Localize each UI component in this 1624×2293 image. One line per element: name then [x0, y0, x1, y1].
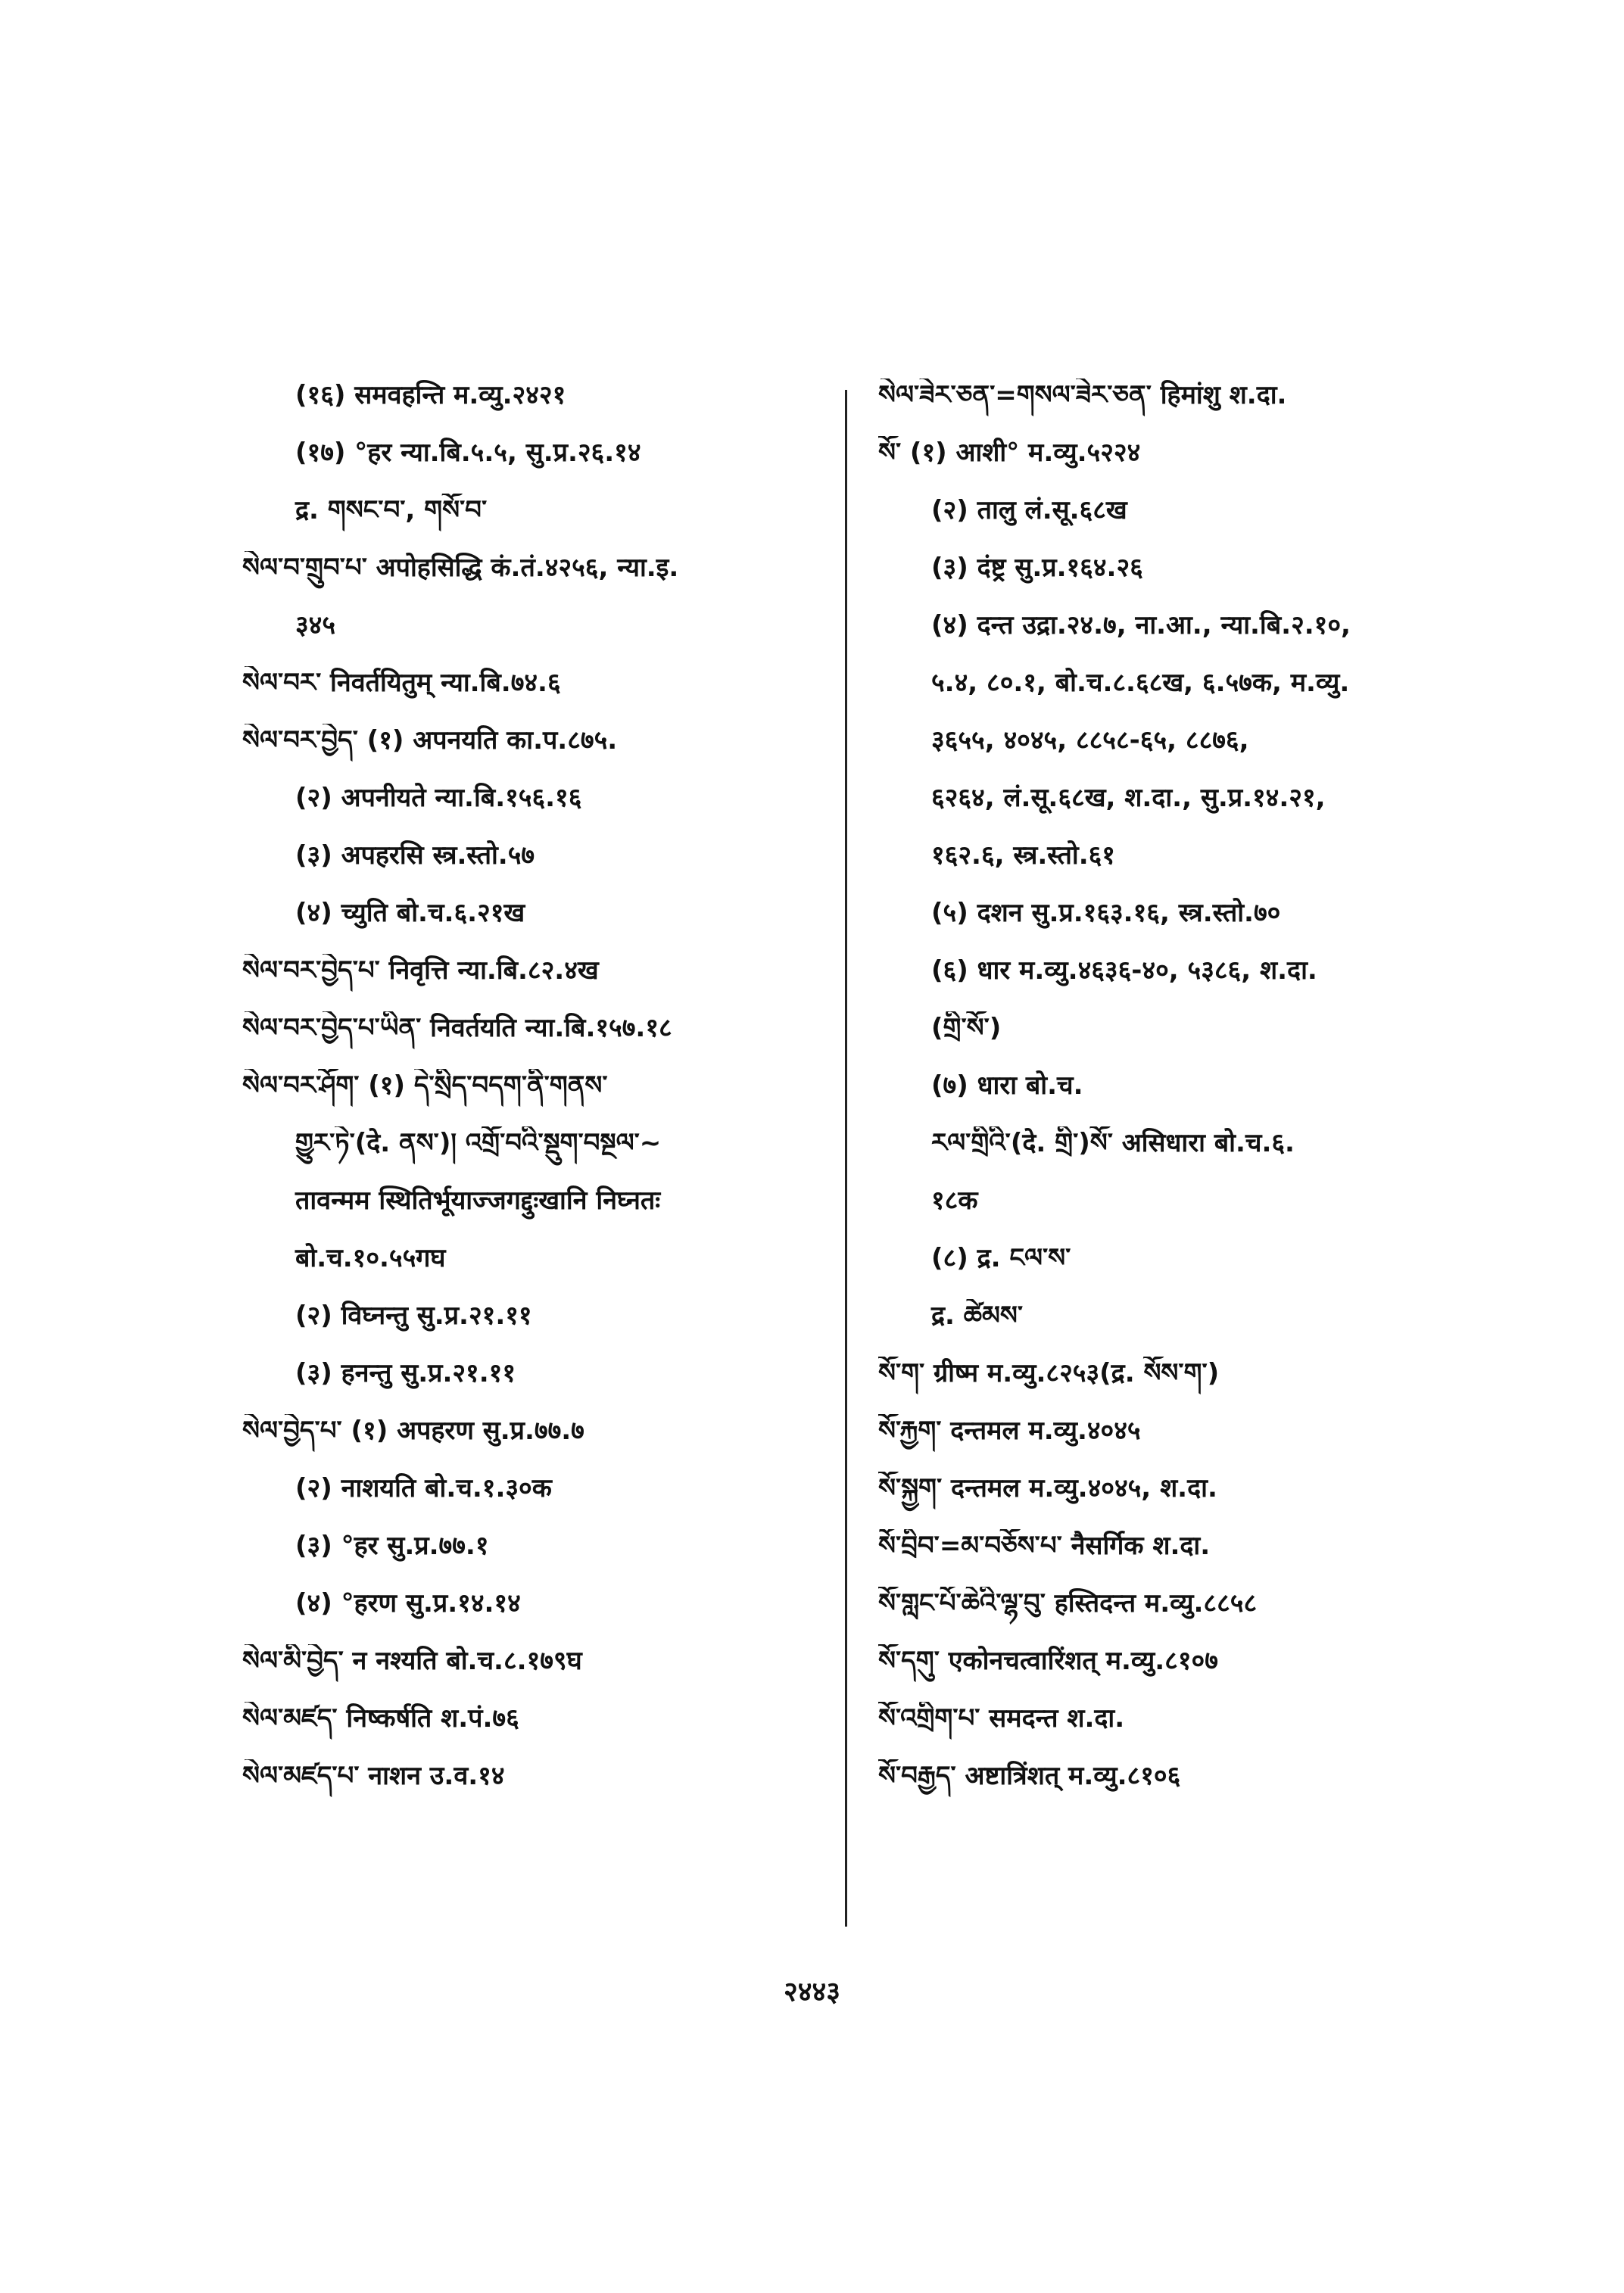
left-column — [242, 379, 833, 1817]
entry-headword-line: སོ་རྐྱག་ दन्तमल म.व्यु.४०४५ — [878, 1416, 1141, 1446]
right-column — [878, 379, 1469, 1817]
entry-headword-line: སོ་ (१) आशी° म.व्यु.५२२४ — [878, 438, 1141, 468]
entry-subline: (२) तालु लं.सू.६८ख — [931, 495, 1127, 525]
entry-headword-line: སེལ་བར་ཤོག་ (१) དེ་སྲིད་བདག་ནི་གནས་ — [242, 1070, 608, 1101]
entry-subline: तावन्मम स्थितिर्भूयाज्जगद्दुःखानि निघ्नतः — [295, 1185, 661, 1216]
entry-subline: (१६) समवहन्ति म.व्यु.२४२१ — [295, 380, 566, 410]
column-divider — [845, 390, 847, 1927]
entry-subline: द्र. ཚེམས་ — [931, 1301, 1023, 1331]
entry-subline: (७) धारा बो.च. — [931, 1070, 1083, 1101]
entry-subline: (४) °हरण सु.प्र.१४.१४ — [295, 1588, 521, 1618]
entry-subline: ५.४, ८०.१, बो.च.८.६८ख, ६.५७क, म.व्यु. — [931, 668, 1350, 698]
entry-headword-line: སོ་དགུ་ एकोनचत्वारिंशत् म.व्यु.८१०७ — [878, 1646, 1218, 1676]
entry-subline: (५) दशन सु.प्र.१६३.१६, स्त्र.स्तो.७० — [931, 898, 1281, 928]
entry-subline: (४) च्युति बो.च.६.२१ख — [295, 898, 525, 928]
entry-subline: ३६५५, ४०४५, ८८५८-६५, ८८७६, — [931, 725, 1249, 756]
entry-subline: ३४५ — [295, 610, 336, 640]
entry-subline: གྱུར་ཏེ་(दे. ནས་)། འགྲོ་བའི་སྡུག་བསྔལ་~ — [295, 1128, 662, 1158]
entry-headword-line: སོ་འགྲིག་པ་ समदन्त श.दा. — [878, 1703, 1125, 1734]
entry-subline: (३) हनन्तु सु.प्र.२१.११ — [295, 1358, 516, 1388]
entry-subline: (८) द्र. ངལ་ས་ — [931, 1243, 1071, 1273]
entry-headword-line: སེལ་བར་ निवर्तयितुम् न्या.बि.७४.६ — [242, 668, 561, 698]
entry-headword-line: སེལ་བར་བྱེད་པ་ཡིན་ निवर्तयति न्या.बि.१५७.१८ — [242, 1013, 672, 1043]
entry-subline: (३) अपहरसि स्त्र.स्तो.५७ — [295, 840, 535, 871]
entry-subline: (३) दंष्ट्र सु.प्र.१६४.२६ — [931, 553, 1143, 583]
entry-subline: (३) °हर सु.प्र.७७.१ — [295, 1531, 489, 1561]
entry-headword-line: སོ་བརྒྱད་ अष्टात्रिंशत् म.व्यु.८१०६ — [878, 1761, 1181, 1791]
entry-subline: (२) नाशयति बो.च.१.३०क — [295, 1473, 552, 1503]
entry-headword-line: སོ་ག་ ग्रीष्म म.व्यु.८२५३(द्र. སོས་ག་) — [878, 1358, 1220, 1388]
entry-subline: (२) अपनीयते न्या.बि.१५६.१६ — [295, 783, 582, 813]
entry-headword-line: སེལ་བར་བྱེད་ (१) अपनयति का.प.८७५. — [242, 725, 618, 756]
entry-headword-line: སེལ་བ་གྲུབ་པ་ अपोहसिद्धि कं.तं.४२५६, न्या.इ. — [242, 553, 679, 583]
entry-subline: (४) दन्त उद्रा.२४.७, ना.आ., न्या.बि.२.१०, — [931, 610, 1351, 640]
entry-headword-line: སོ་གླང་པོ་ཆེའི་ལྷ་བུ་ हस्तिदन्त म.व्यु.८८५८ — [878, 1588, 1258, 1618]
entry-headword-line: སོ་བྲིབ་=མ་བཅོས་པ་ नैसर्गिक श.दा. — [878, 1531, 1211, 1561]
entry-subline: (གྲི་སོ་) — [931, 1013, 1002, 1043]
entry-headword-line: སེལ་མཛད་པ་ नाशन उ.व.१४ — [242, 1761, 505, 1791]
entry-headword-line: སོ་སྐྱག་ दन्तमल म.व्यु.४०४५, श.दा. — [878, 1473, 1217, 1503]
entry-subline: (२) विघ्नन्तु सु.प्र.२१.११ — [295, 1301, 532, 1331]
entry-headword-line: སེལ་མི་བྱེད་ न नश्यति बो.च.८.१७९घ — [242, 1646, 582, 1676]
entry-headword-line: སེལ་བར་བྱེད་པ་ निवृत्ति न्या.बि.८२.४ख — [242, 955, 599, 986]
entry-subline: १८क — [931, 1185, 978, 1216]
entry-subline: द्र. གསང་བ་, གསོ་བ་ — [295, 495, 488, 525]
entry-subline: (६) धार म.व्यु.४६३६-४०, ५३८६, श.दा. — [931, 955, 1317, 986]
page-number: २४४३ — [784, 1977, 840, 2008]
entry-headword-line: སེལ་ཟེར་ཅན་=གསལ་ཟེར་ཅན་ हिमांशु श.दा. — [878, 380, 1287, 410]
entry-subline: बो.च.१०.५५गघ — [295, 1243, 446, 1273]
entry-subline: ६२६४, लं.सू.६८ख, श.दा., सु.प्र.१४.२१, — [931, 783, 1326, 813]
entry-subline: རལ་གྲིའི་(दे. གྲི་)སོ་ असिधारा बो.च.६. — [931, 1128, 1295, 1158]
entry-headword-line: སེལ་བྱེད་པ་ (१) अपहरण सु.प्र.७७.७ — [242, 1416, 584, 1446]
entry-headword-line: སེལ་མཛད་ निष्कर्षति श.पं.७६ — [242, 1703, 519, 1734]
entry-subline: (१७) °हर न्या.बि.५.५, सु.प्र.२६.१४ — [295, 438, 641, 468]
entry-subline: १६२.६, स्त्र.स्तो.६१ — [931, 840, 1115, 871]
